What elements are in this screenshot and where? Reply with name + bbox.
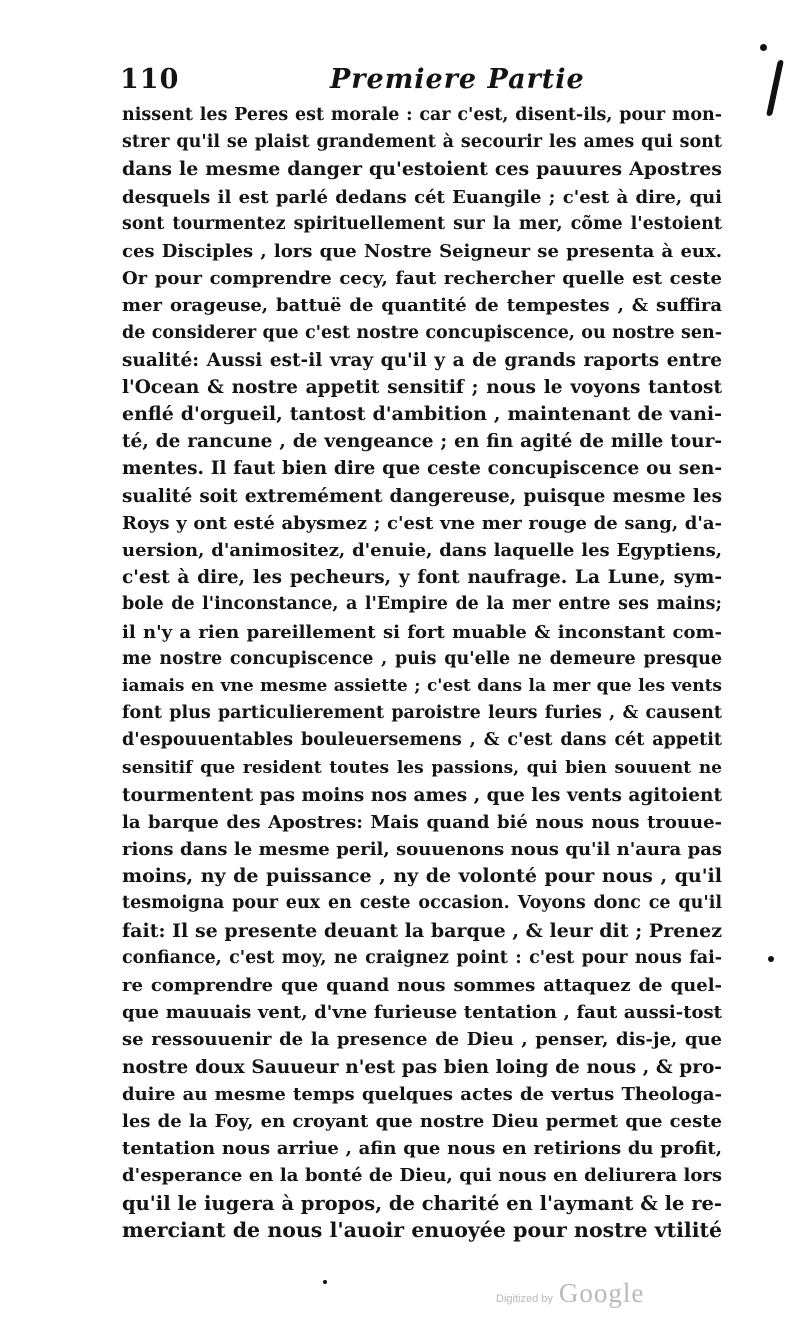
running-head [120,64,730,100]
text-line: rions dans le mesme peril, souuenons nous qu'il n'aura pas [122,839,722,861]
text-line: d'esperance en la bonté de Dieu, qui nous en deliurera lors [122,1165,722,1187]
text-line: se ressouuenir de la presence de Dieu , penser, dis-je, que [122,1029,722,1051]
text-line: desquels il est parlé dedans cét Euangile ; c'est à dire, qui [122,186,722,208]
text-line: mer orageuse, battuë de quantité de tempestes , & suffira [122,295,722,317]
running-title: Premiere Partie [330,64,585,95]
text-line: duire au mesme temps quelques actes de vertus Theologa- [122,1083,722,1105]
text-line: il n'y a rien pareillement si fort muable & inconstant com- [122,621,722,643]
text-line: d'espouuentables bouleuersemens , & c'est dans cét appetit [122,730,722,751]
text-line: qu'il le iugera à propos, de charité en l'aymant & le re- [122,1191,722,1215]
text-line: sualité: Aussi est-il vray qu'il y a de grands raports entre [122,349,722,371]
margin-dot-bottom [323,1280,327,1284]
page-number: 110 [120,64,180,95]
text-line: tesmoigna pour eux en ceste occasion. Voyons donc ce qu'il [122,893,722,914]
text-line: té, de rancune , de vengeance ; en fin agité de mille tour- [122,431,722,453]
text-line: iamais en vne mesme assiette ; c'est dans la mer que les vents [122,675,722,696]
margin-dot-top [760,44,767,51]
margin-ink-stroke [766,60,784,116]
text-line: sensitif que resident toutes les passions, qui bien souuent ne [122,757,722,778]
text-line: bole de l'inconstance, a l'Empire de la mer entre ses mains; [122,594,722,615]
text-line: enflé d'orgueil, tantost d'ambition , maintenant de vani- [122,403,722,426]
text-line: la barque des Apostres: Mais quand bié nous nous trouue- [122,811,722,833]
text-line: de considerer que c'est nostre concupiscence, ou nostre sen- [122,322,722,343]
text-line: font plus particulierement paroistre leurs furies , & causent [122,703,722,724]
text-line: ces Disciples , lors que Nostre Seigneur se presenta à eux. [122,240,722,262]
text-line: me nostre concupiscence , puis qu'elle ne demeure presque [122,648,722,669]
margin-dot-middle [768,956,774,962]
text-line: sont tourmentez spirituellement sur la mer, cõme l'estoient [122,213,722,234]
text-line: les de la Foy, en croyant que nostre Dieu permet que ceste [122,1110,722,1132]
text-line: fait: Il se presente deuant la barque , & leur dit ; Prenez [122,919,722,942]
text-line-last: merciant de nous l'auoir enuoyée pour nostre vtilité [122,1217,722,1242]
digitized-watermark [496,1278,644,1309]
watermark-prefix: Digitized by [496,1293,553,1305]
text-line: que mauuais vent, d'vne furieuse tentation , faut aussi-tost [122,1002,722,1024]
text-line: l'Ocean & nostre appetit sensitif ; nous le voyons tantost [122,376,722,398]
text-line: moins, ny de puissance , ny de volonté pour nous , qu'il [122,865,722,888]
body-text [122,102,722,1244]
text-line: Roys y ont esté abysmez ; c'est vne mer rouge de sang, d'a- [122,512,722,534]
google-logo: Google [558,1278,645,1308]
text-line: dans le mesme danger qu'estoient ces pauures Apostres [122,158,722,181]
text-line: Or pour comprendre cecy, faut rechercher quelle est ceste [122,268,722,290]
text-line: mentes. Il faut bien dire que ceste concupiscence ou sen- [122,458,722,480]
text-line: strer qu'il se plaist grandement à secourir les ames qui sont [122,132,722,153]
text-line: sualité soit extremément dangereuse, puisque mesme les [122,485,722,507]
text-line: nissent les Peres est morale : car c'est, disent-ils, pour mon- [122,105,722,125]
text-line: tourmentent pas moins nos ames , que les vents agitoient [122,784,722,806]
text-line: tentation nous arriue , afin que nous en retirions du profit, [122,1138,722,1160]
text-line: confiance, c'est moy, ne craignez point : c'est pour nous fai- [122,947,722,968]
text-line: uersion, d'animositez, d'enuie, dans laquelle les Egyptiens, [122,540,722,561]
text-line: c'est à dire, les pecheurs, y font naufrage. La Lune, sym- [122,567,722,589]
text-line: re comprendre que quand nous sommes attaquez de quel- [122,975,722,996]
text-line: nostre doux Sauueur n'est pas bien loing de nous , & pro- [122,1056,722,1078]
